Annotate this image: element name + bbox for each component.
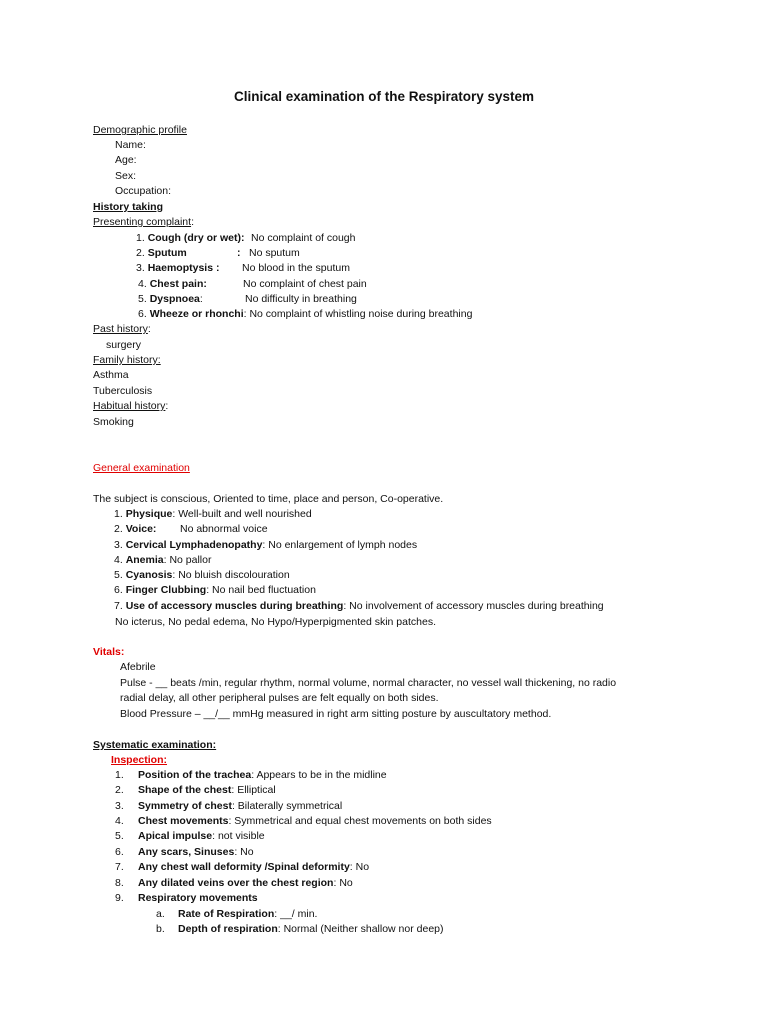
page-title: Clinical examination of the Respiratory system (233, 89, 535, 104)
vitals-pulse-cont: radial delay, all other peripheral pulses are felt equally on both sides. (120, 692, 439, 704)
general-item: 4. Anemia: No pallor (114, 554, 212, 566)
inspection-item: Any scars, Sinuses: No (138, 846, 254, 858)
vitals-heading: Vitals: (93, 646, 125, 658)
inspection-heading: Inspection: (111, 754, 168, 766)
general-intro: The subject is conscious, Oriented to time, place and person, Co-operative. (93, 493, 444, 505)
inspection-item: Shape of the chest: Elliptical (138, 784, 276, 796)
family-history-heading: Family history: (93, 354, 161, 366)
inspection-num: 2. (115, 784, 124, 796)
habitual-history-item: Smoking (93, 416, 134, 428)
demographic-heading: Demographic profile (93, 124, 187, 136)
inspection-item: Any dilated veins over the chest region: No (138, 877, 353, 889)
vitals-pulse: Pulse - __ beats /min, regular rhythm, normal volume, normal character, no vessel wall thickening, no radio (120, 677, 617, 689)
history-heading: History taking (93, 201, 164, 213)
general-item: 6. Finger Clubbing: No nail bed fluctuation (114, 584, 316, 596)
field-occupation: Occupation: (115, 185, 172, 197)
complaint-value: No complaint of chest pain (243, 278, 367, 290)
past-history-heading: Past history: (93, 323, 151, 335)
general-extra: No icterus, No pedal edema, No Hypo/Hyperpigmented skin patches. (115, 616, 436, 628)
inspection-item: Respiratory movements (138, 892, 258, 904)
respiration-sub-num: b. (156, 923, 165, 935)
complaint-item: 1. Cough (dry or wet): (136, 232, 245, 244)
vitals-blood-pressure: Blood Pressure – __/__ mmHg measured in right arm sitting posture by auscultatory method. (120, 708, 552, 720)
vitals-afebrile: Afebrile (120, 661, 156, 673)
inspection-num: 7. (115, 861, 124, 873)
complaint-item: 5. Dyspnoea: (138, 293, 203, 305)
field-sex: Sex: (115, 170, 137, 182)
respiration-sub-item: Rate of Respiration: __/ min. (178, 908, 318, 920)
general-item: 2. Voice: (114, 523, 157, 535)
presenting-complaint-heading: Presenting complaint: (93, 216, 194, 228)
complaint-value: No complaint of cough (251, 232, 356, 244)
inspection-item: Chest movements: Symmetrical and equal chest movements on both sides (138, 815, 492, 827)
inspection-num: 8. (115, 877, 124, 889)
complaint-item: 3. Haemoptysis : (136, 262, 220, 274)
general-item: 3. Cervical Lymphadenopathy: No enlargement of lymph nodes (114, 539, 418, 551)
complaint-item: 2. Sputum (136, 247, 187, 259)
complaint-value: No sputum (249, 247, 300, 259)
systematic-heading: Systematic examination: (93, 739, 217, 751)
general-item: 7. Use of accessory muscles during breathing: No involvement of accessory muscles during breathing (114, 600, 604, 612)
general-item: 5. Cyanosis: No bluish discolouration (114, 569, 290, 581)
complaint-value: No difficulty in breathing (245, 293, 357, 305)
habitual-history-heading: Habitual history: (93, 400, 169, 412)
complaint-separator: : (237, 247, 241, 259)
general-item-value: No abnormal voice (180, 523, 268, 535)
inspection-num: 3. (115, 800, 124, 812)
inspection-num: 5. (115, 830, 124, 842)
inspection-num: 9. (115, 892, 124, 904)
complaint-item: 6. Wheeze or rhonchi: No complaint of whistling noise during breathing (138, 308, 473, 320)
field-age: Age: (115, 154, 137, 166)
inspection-num: 1. (115, 769, 124, 781)
general-item: 1. Physique: Well-built and well nourished (114, 508, 312, 520)
complaint-item: 4. Chest pain: (138, 278, 207, 290)
field-name: Name: (115, 139, 146, 151)
inspection-num: 6. (115, 846, 124, 858)
respiration-sub-item: Depth of respiration: Normal (Neither shallow nor deep) (178, 923, 444, 935)
inspection-item: Symmetry of chest: Bilaterally symmetrical (138, 800, 343, 812)
inspection-item: Apical impulse: not visible (138, 830, 265, 842)
inspection-num: 4. (115, 815, 124, 827)
family-history-item: Asthma (93, 369, 129, 381)
past-history-item: surgery (106, 339, 142, 351)
respiration-sub-num: a. (156, 908, 165, 920)
complaint-value: No blood in the sputum (242, 262, 350, 274)
general-examination-heading: General examination (93, 462, 190, 474)
inspection-item: Position of the trachea: Appears to be in the midline (138, 769, 387, 781)
inspection-item: Any chest wall deformity /Spinal deformity: No (138, 861, 370, 873)
family-history-item: Tuberculosis (93, 385, 153, 397)
